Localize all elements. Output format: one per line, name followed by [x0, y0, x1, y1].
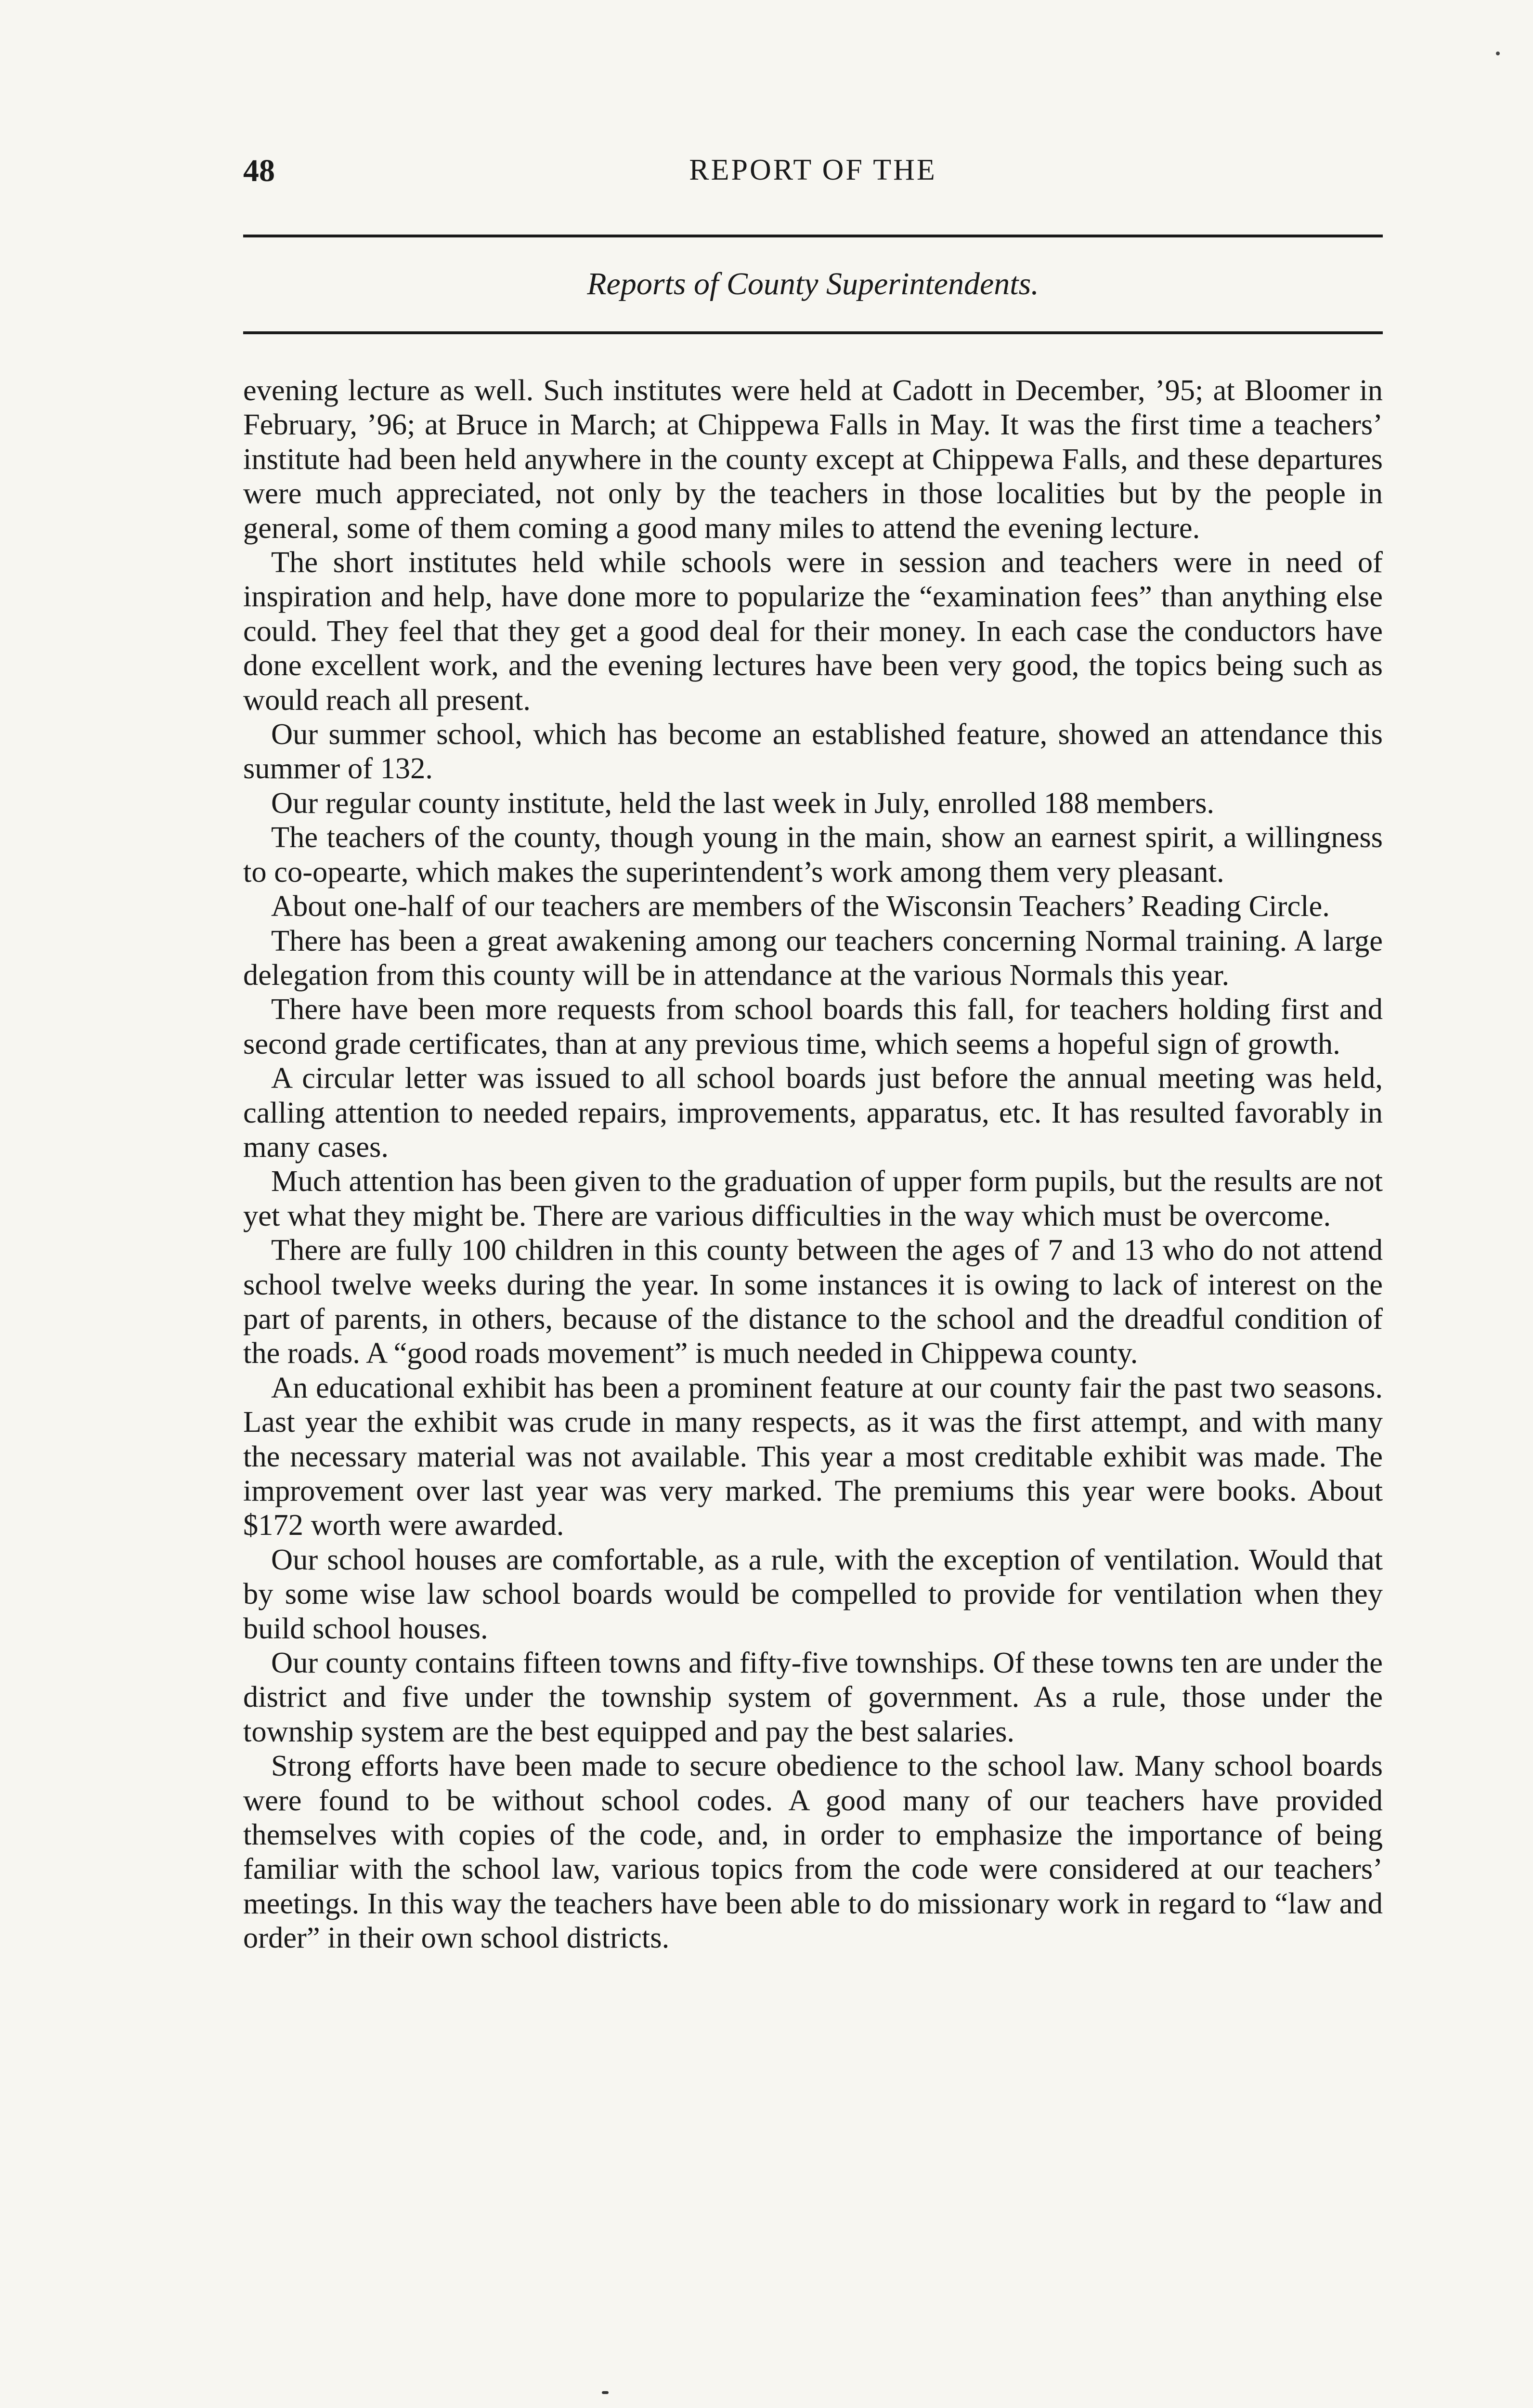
corner-speck [1496, 52, 1500, 55]
paragraph-school-law: Strong efforts have been made to secure obedience to the school law. Many school boards were found to be without school codes. A good many of our teachers have provided themselves with copies of the code, and, in order to emphasize the importance of being familiar with the school law, various topics from the code were considered at our teachers’ meetings. In this way the teachers have been able to do missionary work in regard to “law and order” in their own school districts. [243, 1749, 1383, 1955]
paragraph-summer-school: Our summer school, which has become an established feature, showed an attendance this summer of 132. [243, 717, 1383, 785]
paragraph-county-institute: Our regular county institute, held the last week in July, enrolled 188 members. [271, 785, 1215, 820]
paragraph-educational-exhibit: An educational exhibit has been a prominent feature at our county fair the past two seasons. Last year the exhibit was crude in many respects, as it was the first attempt, and with many the necessary material was not available. This year a most creditable exhibit was made. The improvement over last year was very marked. The premiums this year were books. About $172 worth were awarded. [243, 1370, 1383, 1542]
paragraph-normal-training: There has been a great awakening among our teachers concerning Normal training. A large delegation from this county will be in attendance at the various Normals this year. [243, 923, 1383, 992]
page-number: 48 [243, 153, 275, 188]
paragraph-certificate-requests: There have been more requests from school boards this fall, for teachers holding first and second grade certificates, than at any previous time, which seems a hopeful sign of growth. [243, 992, 1383, 1060]
paragraph-circular-letter: A circular letter was issued to all school boards just before the annual meeting was held, calling attention to needed repairs, improvements, apparatus, etc. It has resulted favorably in many cases. [243, 1061, 1383, 1164]
paragraph-reading-circle: About one-half of our teachers are members of the Wisconsin Teachers’ Reading Circle. [271, 889, 1330, 923]
header-rule-top [243, 235, 1383, 237]
paragraph-teachers-spirit: The teachers of the county, though young in the main, show an earnest spirit, a willingness to co-opearte, which makes the superintendent’s work among them very pleasant. [243, 820, 1383, 889]
bottom-speck [602, 2391, 609, 2394]
running-head: REPORT OF THE [689, 154, 937, 186]
paragraph-attendance: There are fully 100 children in this county between the ages of 7 and 13 who do not attend school twelve weeks during the year. In some instances it is owing to lack of interest on the part of parents, in others, because of the distance to the school and the dreadful condition of the roads. A “good roads movement” is much needed in Chippewa county. [243, 1233, 1383, 1370]
paragraph-graduation: Much attention has been given to the graduation of upper form pupils, but the results are not yet what they might be. There are various difficulties in the way which must be overcome. [243, 1164, 1383, 1232]
paragraph-ventilation: Our school houses are comfortable, as a rule, with the exception of ventilation. Would that by some wise law school boards would be compelled to provide for ventilation when they build school houses. [243, 1542, 1383, 1645]
body-text [243, 373, 1383, 2268]
paragraph-short-institutes: The short institutes held while schools were in session and teachers were in need of inspiration and help, have done more to popularize the “examination fees” than anything else could. They feel that they get a good deal for their money. In each case the conductors have done excellent work, and the evening lectures have been very good, the topics being such as would reach all present. [243, 545, 1383, 717]
paragraph-towns-townships: Our county contains fifteen towns and fifty-five townships. Of these towns ten are under the district and five under the township system of government. As a rule, those under the township system are the best equipped and pay the best salaries. [243, 1646, 1383, 1748]
paragraph-continuation: evening lecture as well. Such institutes were held at Cadott in December, ’95; at Bloomer in February, ’96; at Bruce in March; at Chippewa Falls in May. It was the first time a teachers’ institute had been held anywhere in the county except at Chippewa Falls, and these departures were much appreciated, not only by the teachers in those localities but by the people in general, some of them coming a good many miles to attend the evening lecture. [243, 373, 1383, 545]
header-rule-bottom [243, 331, 1383, 334]
section-title: Reports of County Superintendents. [587, 266, 1039, 301]
